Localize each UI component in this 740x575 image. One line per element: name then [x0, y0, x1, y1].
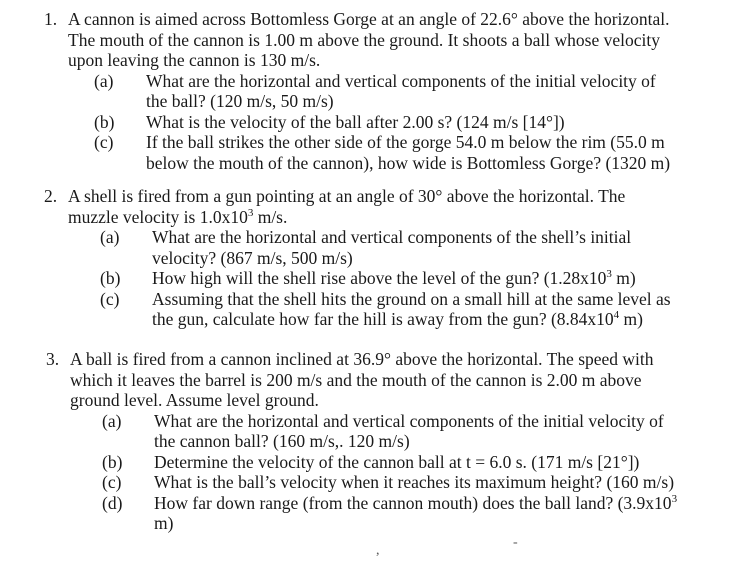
- part-label: (b): [100, 268, 121, 288]
- part-text: [146, 132, 734, 173]
- part-label: (b): [102, 451, 123, 472]
- problem-stem: [68, 186, 734, 227]
- stem-line: [68, 206, 734, 228]
- problem-number: 1.: [44, 9, 58, 29]
- part-line: What is the velocity of the ball after 2.00 s? (124 m/s [14°]): [146, 111, 565, 132]
- part-text: [152, 227, 734, 268]
- part-text-run: How high will the shell rise above the level of the gun? (1.28x10: [152, 268, 607, 288]
- exponent: 4: [613, 309, 620, 322]
- part-line: [154, 493, 736, 514]
- part-label: (c): [102, 472, 122, 492]
- part-c: [102, 472, 736, 493]
- stem-line: The mouth of the cannon is 1.00 m above the ground. It shoots a ball whose velocity: [68, 29, 660, 50]
- part-text: [154, 493, 736, 534]
- part-line: What are the horizontal and vertical components of the shell’s initial: [152, 227, 632, 247]
- part-line: Assuming that the shell hits the ground on a small hill at the same level as: [152, 288, 671, 309]
- part-label: (a): [102, 410, 122, 431]
- part-label: (c): [100, 288, 120, 309]
- problem-number: 3.: [46, 349, 60, 369]
- stem-line: upon leaving the cannon is 130 m/s.: [68, 50, 321, 70]
- problem-stem: [68, 9, 734, 71]
- part-line: the cannon ball? (160 m/s,. 120 m/s): [154, 431, 410, 451]
- part-line: below the mouth of the cannon), how wide is Bottomless Gorge? (1320 m): [146, 152, 671, 173]
- part-a: [100, 227, 734, 268]
- part-line: Determine the velocity of the cannon ball at t = 6.0 s. (171 m/s [21°]): [154, 451, 640, 472]
- stem-line: ground level. Assume level ground.: [70, 390, 319, 410]
- part-line: velocity? (867 m/s, 500 m/s): [152, 247, 353, 268]
- part-text: [154, 472, 736, 493]
- stem-line: A cannon is aimed across Bottomless Gorge at an angle of 22.6° above the horizontal.: [68, 9, 670, 29]
- part-a: [94, 71, 734, 112]
- part-b: [100, 268, 734, 289]
- problem-1: [44, 9, 734, 173]
- part-b: [102, 452, 736, 473]
- part-line: What are the horizontal and vertical components of the initial velocity of: [146, 70, 656, 91]
- exponent: 3: [606, 268, 612, 281]
- scan-speck: ,: [376, 543, 380, 558]
- part-line: What is the ball’s velocity when it reaches its maximum height? (160 m/s): [154, 472, 675, 492]
- part-line: If the ball strikes the other side of the gorge 54.0 m below the rim (55.0 m: [146, 132, 665, 152]
- problem-stem: [70, 349, 736, 411]
- part-label: (a): [100, 227, 120, 247]
- exponent: 3: [247, 206, 254, 219]
- stem-line: A shell is fired from a gun pointing at an angle of 30° above the horizontal. The: [68, 186, 626, 206]
- part-label: (a): [94, 70, 114, 91]
- stem-text: muzzle velocity is 1.0x10: [68, 206, 248, 227]
- part-text: [154, 452, 736, 473]
- part-text-run: How far down range (from the cannon mouth) does the ball land? (3.9x10: [154, 492, 672, 513]
- part-a: [102, 411, 736, 452]
- part-text-run: m): [611, 268, 636, 288]
- part-line: [152, 268, 734, 289]
- part-line: What are the horizontal and vertical components of the initial velocity of: [154, 410, 664, 431]
- part-text: [152, 289, 734, 330]
- exponent: 3: [671, 492, 678, 505]
- part-text-run: the gun, calculate how far the hill is away from the gun? (8.84x10: [152, 309, 614, 329]
- part-c: [100, 289, 734, 330]
- problem-2: [44, 186, 734, 330]
- part-line: m): [154, 513, 174, 533]
- stem-line: A ball is fired from a cannon inclined at 36.9° above the horizontal. The speed with: [70, 349, 654, 369]
- part-label: (b): [94, 111, 115, 132]
- stem-line: which it leaves the barrel is 200 m/s and the mouth of the cannon is 2.00 m above: [70, 369, 642, 390]
- part-text: [152, 268, 734, 289]
- part-label: (c): [94, 132, 114, 152]
- part-text-run: m): [619, 309, 643, 329]
- problem-parts: [94, 71, 734, 174]
- problem-number: 2.: [44, 186, 58, 206]
- part-text: [146, 71, 734, 112]
- problem-3: [46, 349, 736, 534]
- scan-speck: -: [513, 535, 518, 550]
- part-line: [152, 309, 734, 330]
- part-c: [94, 132, 734, 173]
- part-text: [154, 411, 736, 452]
- stem-text: m/s.: [253, 206, 288, 227]
- part-b: [94, 112, 734, 133]
- part-text: [146, 112, 734, 133]
- part-label: (d): [102, 492, 123, 513]
- problem-parts: [102, 411, 736, 534]
- part-line: the ball? (120 m/s, 50 m/s): [146, 91, 334, 111]
- part-d: [102, 493, 736, 534]
- problem-parts: [100, 227, 734, 330]
